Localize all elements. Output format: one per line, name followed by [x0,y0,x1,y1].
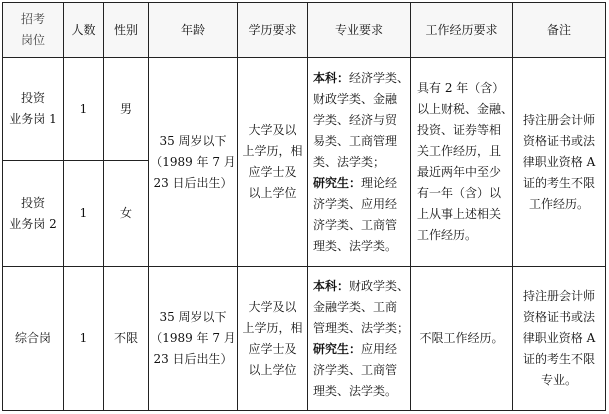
header-position-line: 岗位 [20,33,45,47]
experience-line: 上从事上述相关 [417,207,502,221]
header-notes: 备注 [513,3,605,57]
age-line: （1989 年 7 月 [150,154,236,169]
header-education: 学历要求 [238,3,307,57]
major-line [313,339,409,360]
education-line: 应学士及 [248,165,297,179]
major-text: 理类、法学类。 [313,383,398,398]
investment-major [308,58,410,266]
investment-education [238,58,307,266]
education-line: 大学及以 [248,123,297,137]
major-text: 理类、法学类。 [313,238,398,253]
row1-position-line: 投资 [20,91,45,105]
row2-position [3,161,63,266]
major-text: 类、法学类； [313,154,386,169]
header-position-line: 招考 [20,12,45,26]
major-text: 济学类、工商管 [313,217,398,232]
row1-gender: 男 [119,101,132,116]
notes-line: 律职业资格 A [522,331,596,345]
major-text: 经济学类、 [349,70,410,85]
row3-gender: 不限 [113,331,138,345]
major-text: 财政学类、 [349,278,410,293]
row1-position [3,58,63,160]
major-text: 财政学类、金融 [313,91,398,106]
row2-position-line: 投资 [20,195,45,210]
investment-experience [411,58,512,266]
experience-line: 具有 2 年（含） [417,81,505,95]
row2-count: 1 [79,206,88,220]
general-education [238,267,307,410]
experience-line: 有一年（含）以 [417,186,502,200]
row3-count: 1 [79,331,88,345]
age-line: 35 周岁以下 [159,310,227,324]
major-text: 济学类、工商管 [313,362,398,377]
education-line: 上学历，相 [242,320,303,335]
major-line [313,68,409,89]
major-line [313,110,409,131]
major-text: 理论经 [361,175,398,190]
row2-position-line: 业务岗 2 [9,216,57,231]
investment-notes [513,58,605,266]
education-line: 以上学位 [248,186,297,200]
general-major [308,267,410,410]
education-line: 大学及以 [248,299,297,314]
notes-line: 持注册会计师 [522,289,595,303]
major-label: 研究生： [313,175,362,190]
major-label: 本科： [313,278,350,293]
row3-position: 综合岗 [14,331,51,345]
header-age: 年龄 [149,3,237,57]
notes-line: 证的考生不限 [522,352,595,366]
age-line: 35 周岁以下 [159,133,227,148]
row1-position-line: 业务岗 1 [9,112,57,126]
header-count: 人数 [64,3,103,57]
age-line: （1989 年 7 月 [150,331,236,345]
notes-line: 证的考生不限 [522,175,595,190]
major-line [313,152,409,173]
row1-count: 1 [79,101,88,116]
major-text: 易类、工商管理 [313,133,398,148]
experience-line: 工作经历。 [417,228,478,242]
major-line [313,360,409,381]
major-line [313,381,409,402]
row2-gender: 女 [119,206,132,220]
major-line [313,236,409,257]
major-text: 金融学类、工商 [313,299,398,314]
education-line: 上学历，相 [242,144,303,158]
experience-line: 以上财税、金融、 [417,102,514,116]
notes-line: 工作经历。 [528,196,589,211]
header-major: 专业要求 [308,3,410,57]
notes-line: 资格证书或法 [522,310,595,324]
header-experience: 工作经历要求 [411,3,512,57]
notes-line: 专业。 [540,373,577,387]
age-line: 23 日后出生） [153,352,233,366]
major-line [313,173,409,194]
major-line [313,215,409,236]
age-line: 23 日后出生） [153,175,233,190]
notes-line: 持注册会计师 [522,112,595,127]
experience-line: 投资、证券等相 [417,123,502,137]
major-line [313,89,409,110]
notes-line: 资格证书或法 [522,133,595,148]
education-line: 应学士及 [248,341,297,356]
general-notes [513,267,605,410]
major-line [313,318,409,339]
major-line [313,276,409,297]
experience-line: 关工作经历，且 [417,144,502,158]
general-age [149,267,237,410]
notes-line: 律职业资格 A [522,154,596,169]
investment-age [149,58,237,266]
major-line [313,194,409,215]
major-label: 本科： [313,70,350,85]
education-line: 以上学位 [248,362,297,377]
major-text: 应用经 [361,341,398,356]
header-gender: 性别 [104,3,148,57]
major-text: 学类、经济与贸 [313,112,398,127]
major-line [313,297,409,318]
major-label: 研究生： [313,341,362,356]
general-experience: 不限工作经历。 [419,331,504,345]
header-position [3,3,63,57]
major-text: 济学类、应用经 [313,196,398,211]
major-line [313,131,409,152]
major-text: 管理类、法学类； [313,320,410,335]
experience-line: 最近两年中至少 [417,165,502,179]
